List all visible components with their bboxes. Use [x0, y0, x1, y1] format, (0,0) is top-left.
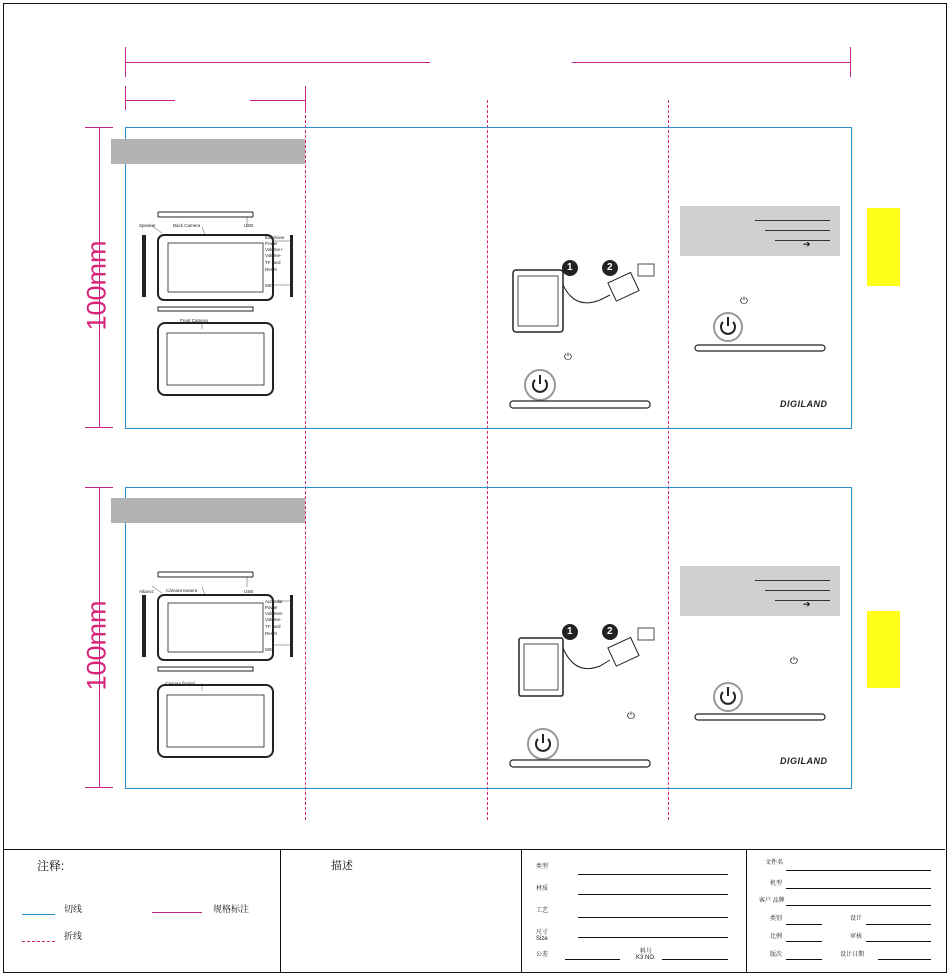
spec-mark-sample [152, 912, 202, 913]
field-line [866, 924, 931, 925]
field-version: 版次 [770, 952, 783, 958]
step-1-label: 1 [567, 262, 573, 273]
field-line [786, 924, 822, 925]
field-size: 尺寸 Size [536, 930, 549, 942]
field-line [786, 870, 931, 871]
label-earphone: Earphone [265, 235, 285, 240]
power-icon: ⏻ [627, 711, 635, 722]
cut-line-sample [22, 914, 55, 915]
field-line [878, 959, 931, 960]
description-title: 描述 [331, 860, 353, 872]
field-part-no: 料号 K3 NO. [636, 949, 656, 961]
field-type: 类型 [536, 864, 549, 870]
fold-line-label: 折线 [64, 931, 83, 941]
cut-line-label: 切线 [64, 904, 83, 914]
dim-tick [85, 127, 113, 128]
step-2-label: 2 [607, 626, 613, 637]
label-usb: USB [244, 223, 254, 228]
dim-tick [125, 47, 126, 77]
field-line [786, 959, 822, 960]
label-back-camera: Back Camera [173, 223, 201, 228]
field-category: 类别 [770, 916, 783, 922]
label-mic: MIC [265, 283, 274, 288]
label-tf-card: TF card [265, 624, 281, 629]
label-mic: MIC [265, 647, 274, 652]
panel-width-dimension [125, 100, 175, 101]
field-design-date: 设计日期 [840, 952, 865, 958]
power-button-diagram-bottom [690, 682, 830, 727]
field-filename: 文件名 [765, 860, 784, 866]
field-process: 工艺 [536, 908, 549, 914]
fold-line-sample [22, 941, 55, 942]
step-1-label: 1 [567, 626, 573, 637]
label-speaker: Speaker [139, 223, 156, 228]
dim-tick [125, 86, 126, 110]
label-camara-trasera: Cámara trasera [166, 588, 198, 593]
field-customer-brand: 客户 品牌 [759, 898, 785, 904]
brand-logo: DIGILAND [780, 399, 828, 409]
field-line [578, 917, 728, 918]
field-material: 材质 [536, 886, 549, 892]
label-tf-card: TF card [265, 260, 281, 265]
field-line [786, 905, 931, 906]
table-divider [280, 850, 281, 972]
label-auricular: Auricular [265, 599, 283, 604]
arrow-icon: ➔ [803, 239, 811, 249]
tablet-diagram-bottom [130, 565, 305, 765]
label-volume-plus: Volume+ [265, 247, 283, 252]
field-line [786, 888, 931, 889]
label-reset: Reset [265, 267, 277, 272]
power-icon: ⏻ [740, 296, 748, 307]
label-volume-minus: Volume- [265, 253, 282, 258]
arrow-icon: ➔ [803, 599, 811, 609]
field-scale: 比例 [770, 934, 783, 940]
dim-tick [850, 47, 851, 77]
label-altavoz: Altavoz [139, 589, 154, 594]
field-line [565, 959, 620, 960]
spec-mark-label: 规格标注 [213, 904, 250, 914]
panel-width-dimension-right [250, 100, 305, 101]
dim-tick [85, 487, 113, 488]
brand-logo: DIGILAND [780, 756, 828, 766]
table-divider [746, 850, 747, 972]
height-label-bottom: 100mm [81, 600, 112, 691]
label-power: Power [265, 605, 278, 610]
dim-tick [85, 427, 113, 428]
table-divider [521, 850, 522, 972]
power-icon: ⏻ [564, 352, 572, 363]
label-volume-minus: Volume- [265, 617, 282, 622]
field-line [866, 941, 931, 942]
charging-diagram-bottom [505, 618, 665, 778]
field-design: 设计 [850, 916, 863, 922]
field-line [786, 941, 822, 942]
field-line [578, 894, 728, 895]
highlight-tab-top [867, 208, 900, 286]
step-2-label: 2 [607, 262, 613, 273]
overall-width-dimension-right [572, 62, 850, 63]
title-block [3, 849, 945, 972]
height-label-top: 100mm [81, 240, 112, 331]
dim-tick [85, 787, 113, 788]
label-power: Power [265, 241, 278, 246]
info-box-bottom [680, 566, 840, 616]
charging-diagram-top [505, 255, 665, 415]
field-line [578, 937, 728, 938]
info-box-top [680, 206, 840, 256]
overall-width-dimension [125, 62, 430, 63]
notes-title: 注释: [37, 859, 65, 873]
label-usb: USB [244, 589, 254, 594]
field-model: 机型 [770, 881, 783, 887]
highlight-tab-bottom [867, 611, 900, 688]
field-review: 审核 [850, 934, 863, 940]
title-bar-bottom [111, 498, 305, 523]
field-tolerance: 公差 [536, 952, 549, 958]
title-bar-top [111, 139, 305, 164]
field-line [662, 959, 728, 960]
label-camara-frontal: Cámara frontal [165, 681, 195, 686]
label-front-camera: Front Camera [180, 318, 208, 323]
label-reset: Reset [265, 631, 277, 636]
field-line [578, 874, 728, 875]
power-icon: ⏻ [790, 656, 798, 667]
label-volumen: Volumen [265, 611, 283, 616]
power-button-diagram-top [690, 312, 830, 357]
